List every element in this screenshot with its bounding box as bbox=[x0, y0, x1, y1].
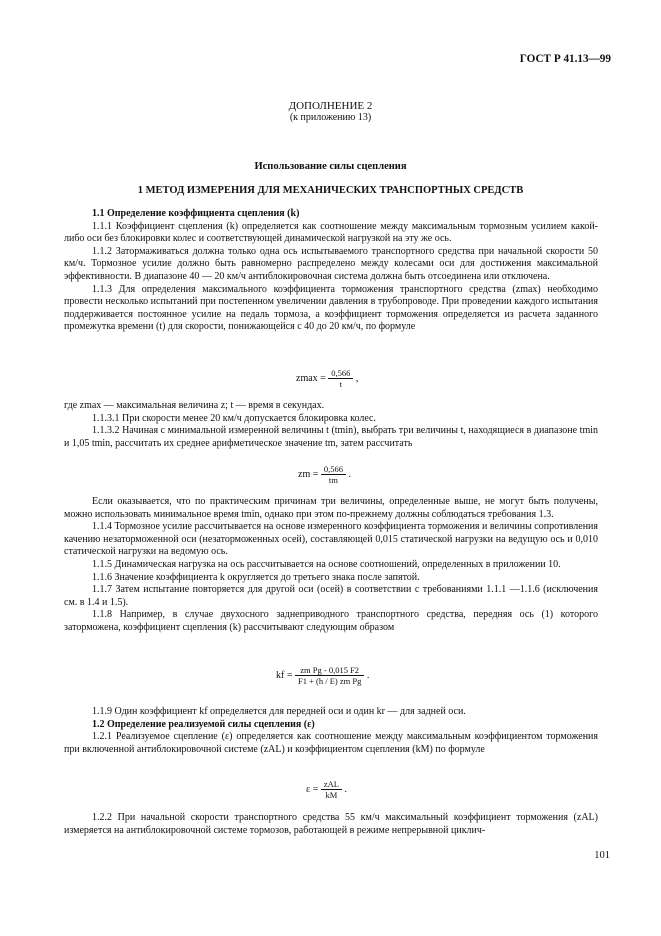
text-block-1 bbox=[64, 208, 598, 334]
formula-lhs: zmax bbox=[296, 372, 318, 384]
fraction: $\frac{0,566}{t}$ bbox=[328, 368, 353, 389]
text-block-5 bbox=[64, 812, 598, 837]
fraction: $\frac{0,566}{tm}$ bbox=[321, 464, 346, 485]
paragraph-1-1-6: 1.1.6 Значение коэффициента k округляется до третьего знака после запятой. bbox=[92, 571, 420, 583]
heading-1-1: 1.1 Определение коэффициента сцепления (k) bbox=[92, 208, 300, 219]
paragraph-1-2-2: 1.2.2 При начальной скорости транспортного средства 55 км/ч максимальный коэффициент торможения (zAL) измеряется на антиблокировочной системе тормозов, работающей в режиме непрерывной циклич- bbox=[64, 812, 598, 836]
text-block-4 bbox=[64, 706, 598, 756]
paragraph-1-1-3-2: 1.1.3.2 Начиная с минимальной измеренной величины t (tmin), выбрать три величины t, находящиеся в диапазоне tmin и 1,05 tmin, рассчитать их среднее арифметическое значение tm, затем рассчитать bbox=[64, 425, 598, 449]
formula-kf: kf = $\frac{\text{zm Pg - 0,015 F2}}{\text{F1 + (h / E) zm Pg}}$ . bbox=[276, 665, 370, 686]
paragraph-1-1-5: 1.1.5 Динамическая нагрузка на ось рассчитывается на основе соотношений, определенных в приложении 10. bbox=[92, 558, 561, 570]
paragraph-1-2-1: 1.2.1 Реализуемое сцепление (ε) определяется как соотношение между максимальным коэффициентом торможения при включенной антиблокировочной системе (zAL) и коэффициентом сцепления (kM) по формуле bbox=[64, 731, 598, 755]
appendix-subtitle: (к приложению 13) bbox=[289, 112, 372, 123]
standard-header: ГОСТ Р 41.13—99 bbox=[519, 53, 611, 65]
formula-zm: zm = $\frac{0,566}{tm}$ . bbox=[298, 464, 351, 485]
paragraph-1-1-9: 1.1.9 Один коэффициент kf определяется для передней оси и один kr — для задней оси. bbox=[92, 706, 466, 717]
page-number: 101 bbox=[594, 850, 610, 861]
section-title: 1 МЕТОД ИЗМЕРЕНИЯ ДЛЯ МЕХАНИЧЕСКИХ ТРАНСПОРТНЫХ СРЕДСТВ bbox=[137, 185, 524, 196]
paragraph-1-1-7: 1.1.7 Затем испытание повторяется для другой оси (осей) в соответствии с требованиями 1.1.1 —1.1.6 (исключения см. в 1.4 и 1.5). bbox=[64, 584, 598, 608]
document-title: Использование силы сцепления bbox=[254, 161, 407, 172]
paragraph-1-1-1: 1.1.1 Коэффициент сцепления (k) определяется как соотношение между максимальным тормозным усилием какой-либо оси без блокировки колес и соответствующей динамической нагрузкой на эту же ось. bbox=[64, 220, 598, 245]
fraction: $\frac{\text{zm Pg - 0,015 F2}}{\text{F1 + (h / E) zm Pg}}$ bbox=[295, 665, 364, 686]
formula-zmax: zmax = $\frac{0,566}{t}$ , bbox=[296, 368, 359, 389]
paragraph-1-1-3: 1.1.3 Для определения максимального коэффициента торможения транспортного средства (zmax) необходимо провести несколько испытаний при постепенном увеличении давления в трубопроводе. При проведении каждого испытания поддерживается постоянное усилие на педаль тормоза, а коэффициент торможения определяется из расчета заданного промежутка времени (t) для скорости, понижающейся с 40 до 20 км/ч, по формуле bbox=[64, 283, 598, 333]
heading-1-2: 1.2 Определение реализуемой силы сцепления (ε) bbox=[92, 718, 315, 730]
text-block-2 bbox=[64, 400, 598, 450]
text-block-3 bbox=[64, 496, 598, 635]
paragraph-if: Если оказывается, что по практическим причинам три величины, определенные выше, не могут быть получены, можно использовать минимальное время tmin, однако при этом по-прежнему должны соблюдаться требования 1.3. bbox=[64, 496, 598, 520]
fraction: $\frac{\text{zAL}}{kM}$ bbox=[321, 779, 342, 800]
appendix-title: ДОПОЛНЕНИЕ 2 bbox=[288, 100, 373, 112]
paragraph-1-1-8: 1.1.8 Например, в случае двухосного заднеприводного транспортного средства, передняя ось (1) которого заторможена, коэффициент сцепления (k) рассчитывают следующим образом bbox=[64, 609, 598, 633]
paragraph-1-1-2: 1.1.2 Затормаживаться должна только одна ось испытываемого транспортного средства при начальной скорости 50 км/ч. Тормозное усилие должно быть равномерно распределено между колесами оси для достижения максимальной эффективности. В диапазоне 40 — 20 км/ч антиблокировочная система должна быть отсоединена или отключена. bbox=[64, 245, 598, 282]
formula-epsilon: ε = $\frac{\text{zAL}}{kM}$ . bbox=[306, 779, 347, 800]
paragraph-1-1-3-1: 1.1.3.1 При скорости менее 20 км/ч допускается блокировка колес. bbox=[92, 412, 376, 424]
paragraph-1-1-4: 1.1.4 Тормозное усилие рассчитывается на основе измеренного коэффициента торможения и величины сопротивления качению незаторможенной оси (незаторможенных осей), составляющей 0,015 статической нагрузки на ведущую ось и 0,010 статической нагрузки на ведомую ось. bbox=[64, 521, 598, 558]
where-clause: где zmax — максимальная величина z; t — время в секундах. bbox=[64, 400, 325, 411]
